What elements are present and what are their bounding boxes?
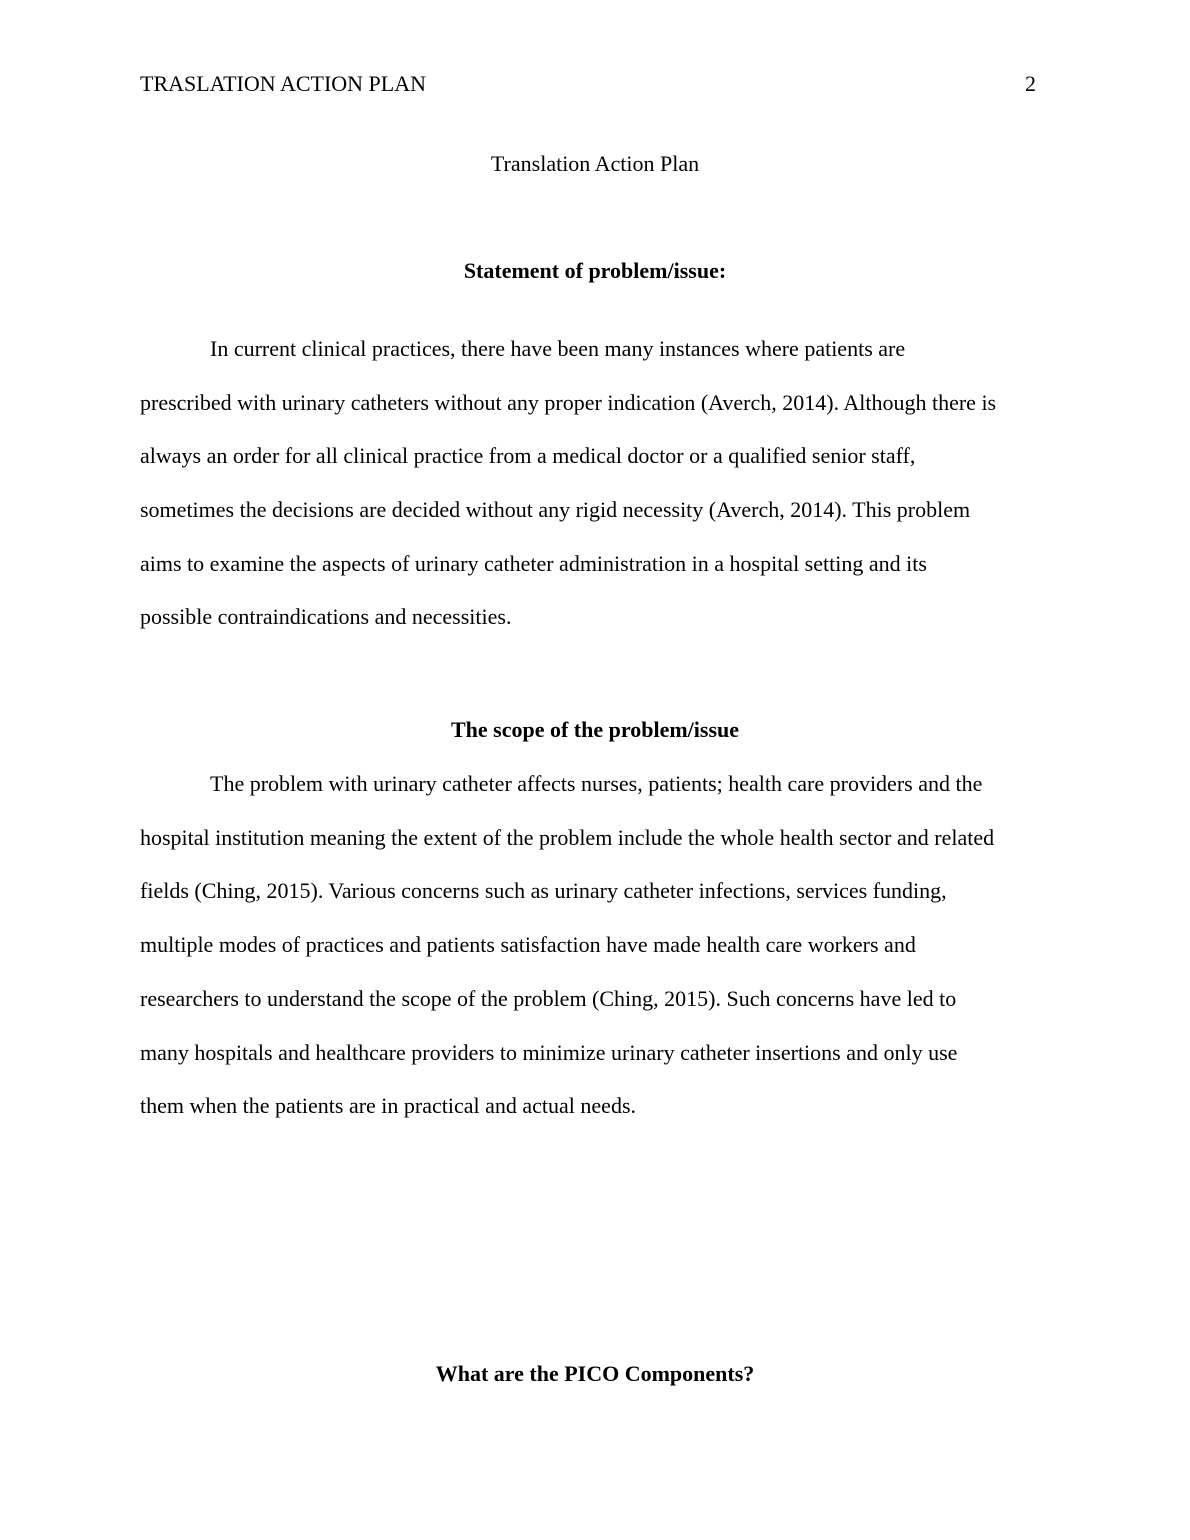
paragraph-line: fields (Ching, 2015). Various concerns such as urinary catheter infections, services funding, (140, 878, 947, 903)
section-heading-pico: What are the PICO Components? (435, 1361, 755, 1386)
paragraph-line: researchers to understand the scope of the problem (Ching, 2015). Such concerns have led to (140, 986, 957, 1011)
paragraph-line: sometimes the decisions are decided without any rigid necessity (Averch, 2014). This problem (140, 497, 971, 522)
document-title: Translation Action Plan (490, 151, 700, 176)
paragraph-line: possible contraindications and necessities. (140, 604, 512, 629)
paragraph-line: The problem with urinary catheter affects nurses, patients; health care providers and the (210, 771, 983, 796)
section-heading-scope: The scope of the problem/issue (450, 717, 740, 742)
paragraph-line: In current clinical practices, there have been many instances where patients are (210, 336, 906, 361)
paragraph-line: many hospitals and healthcare providers to minimize urinary catheter insertions and only use (140, 1040, 958, 1065)
paragraph-line: prescribed with urinary catheters without any proper indication (Averch, 2014). Although there is (140, 390, 997, 415)
section-heading-problem-statement: Statement of problem/issue: (463, 258, 727, 283)
running-head: TRASLATION ACTION PLAN (140, 71, 426, 96)
paragraph-line: them when the patients are in practical and actual needs. (140, 1093, 637, 1118)
paragraph-line: hospital institution meaning the extent of the problem include the whole health sector and related (140, 825, 995, 850)
paragraph-line: always an order for all clinical practice from a medical doctor or a qualified senior staff, (140, 443, 916, 468)
page-number: 2 (1025, 71, 1036, 96)
paragraph-line: multiple modes of practices and patients satisfaction have made health care workers and (140, 932, 916, 957)
paragraph-line: aims to examine the aspects of urinary catheter administration in a hospital setting and its (140, 551, 927, 576)
